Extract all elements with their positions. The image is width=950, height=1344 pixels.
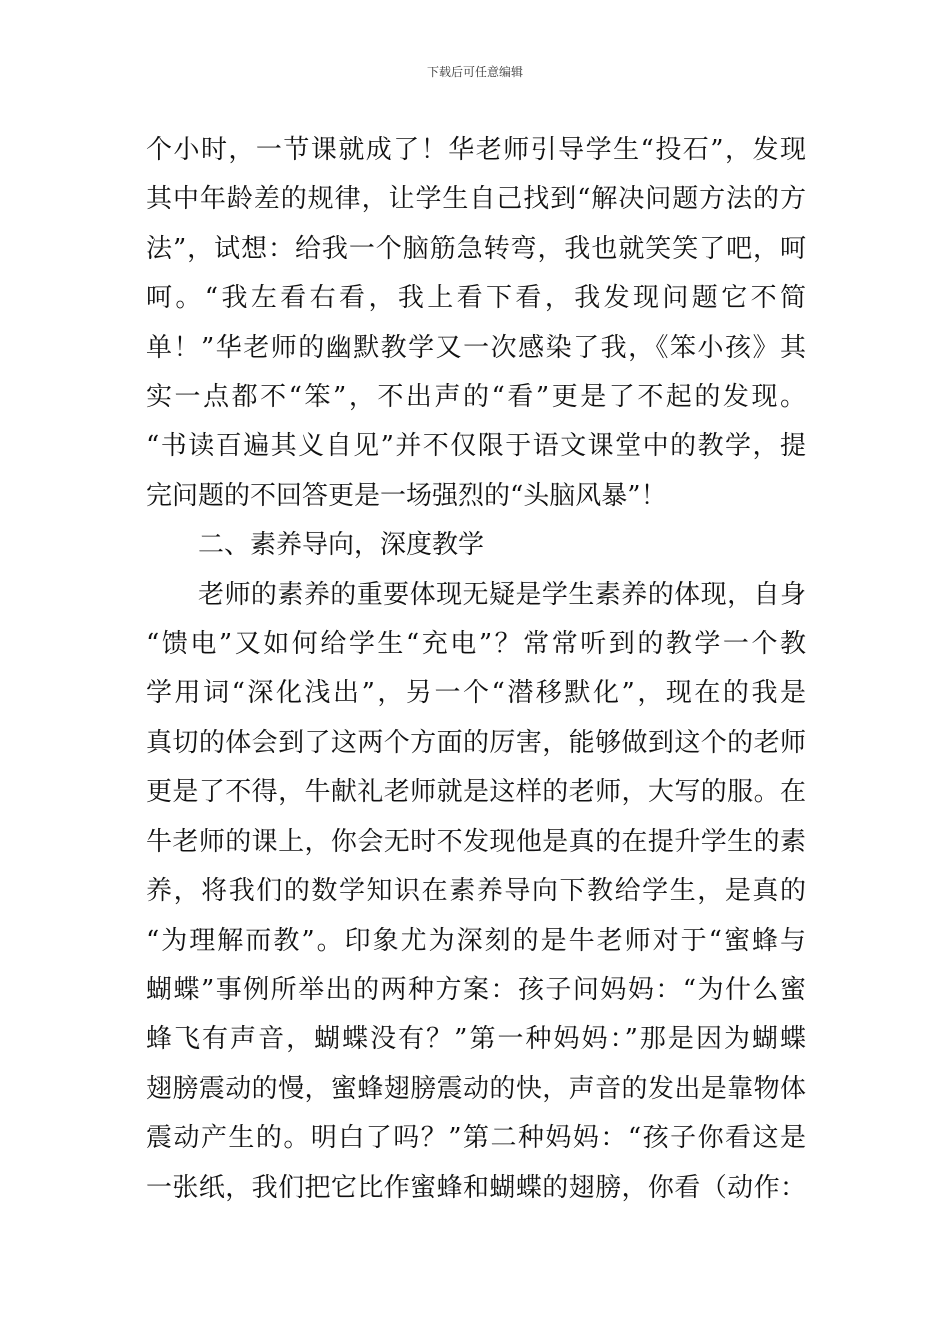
- text-line: 翅膀震动的慢，蜜蜂翅膀震动的快，声音的发出是靠物体: [146, 1073, 806, 1104]
- text-line: 完问题的不回答更是一场强烈的“头脑风暴”！: [146, 480, 667, 511]
- text-line: 更是了不得，牛献礼老师就是这样的老师，大写的服。在: [146, 777, 806, 808]
- heading-text: 二、素养导向，深度教学: [198, 530, 485, 561]
- text-line: 牛老师的课上，你会无时不发现他是真的在提升学生的素: [146, 826, 806, 857]
- text-line: 学用词“深化浅出”，另一个“潜移默化”，现在的我是: [146, 678, 806, 709]
- text-line: 蜂飞有声音，蝴蝶没有？”第一种妈妈：”那是因为蝴蝶: [146, 1024, 806, 1055]
- paragraph-2: [146, 571, 806, 1213]
- text-line: 一张纸，我们把它比作蜜蜂和蝴蝶的翅膀，你看（动作：: [146, 1172, 806, 1203]
- page-header: 下载后可任意编辑: [426, 65, 523, 79]
- text-line: 实一点都不“笨”，不出声的“看”更是了不起的发现。: [146, 382, 806, 413]
- text-line: 真切的体会到了这两个方面的厉害，能够做到这个的老师: [146, 727, 806, 758]
- text-line: 震动产生的。明白了吗？”第二种妈妈：“孩子你看这是: [146, 1123, 806, 1154]
- text-line: “书读百遍其义自见”并不仅限于语文课堂中的教学，提: [146, 431, 806, 462]
- text-line: “馈电”又如何给学生“充电”？常常听到的教学一个教: [146, 629, 806, 660]
- text-line: 蝴蝶”事例所举出的两种方案：孩子问妈妈：“为什么蜜: [146, 974, 806, 1005]
- text-line: 单！”华老师的幽默教学又一次感染了我，《笨小孩》其: [146, 332, 806, 363]
- text-line: 养，将我们的数学知识在素养导向下教给学生，是真的: [146, 876, 806, 907]
- text-line: 老师的素养的重要体现无疑是学生素养的体现，自身: [198, 579, 806, 610]
- text-line: 个小时，一节课就成了！华老师引导学生“投石”，发现: [146, 135, 806, 165]
- text-line: “为理解而教”。印象尤为深刻的是牛老师对于“蜜蜂与: [146, 925, 806, 956]
- text-line: 呵。“我左看右看，我上看下看，我发现问题它不简: [146, 283, 806, 314]
- section-heading: [146, 521, 806, 570]
- text-line: 其中年龄差的规律，让学生自己找到“解决问题方法的方: [146, 184, 806, 215]
- document-body: [146, 126, 806, 1213]
- paragraph-1: [146, 126, 806, 521]
- text-line: 法”，试想：给我一个脑筋急转弯，我也就笑笑了吧，呵: [146, 233, 806, 264]
